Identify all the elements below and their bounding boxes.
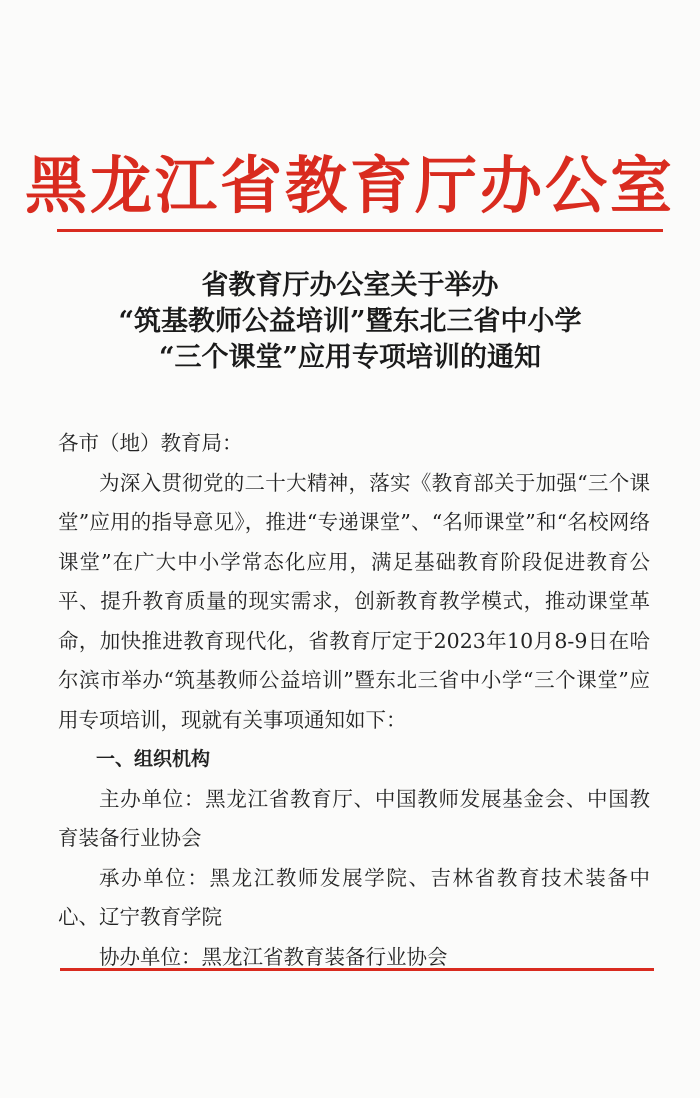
document-title bbox=[0, 268, 700, 376]
header-red-rule bbox=[57, 229, 663, 232]
organizer-paragraph: 承办单位：黑龙江教师发展学院、吉林省教育技术装备中心、辽宁教育学院 bbox=[58, 865, 650, 929]
sponsor-paragraph: 主办单位：黑龙江省教育厅、中国教师发展基金会、中国教育装备行业协会 bbox=[58, 786, 650, 850]
intro-paragraph: 为深入贯彻党的二十大精神，落实《教育部关于加强“三个课堂”应用的指导意见》，推进“专递课堂”、“名师课堂”和“名校网络课堂”在广大中小学常态化应用，满足基础教育阶段促进教育公平、提升教育质量的现实需求，创新教育教学模式，推动课堂革命，加快推进教育现代化，省教育厅定于2023年10月8-9日在哈尔滨市举办“筑基教师公益培训”暨东北三省中小学“三个课堂”应用专项培训，现就有关事项通知如下： bbox=[58, 470, 650, 732]
title-line-1: 省教育厅办公室关于举办 bbox=[201, 270, 499, 301]
footer-red-rule bbox=[60, 968, 654, 971]
document-body bbox=[58, 424, 650, 977]
salutation: 各市（地）教育局： bbox=[58, 431, 243, 455]
co-organizer-paragraph: 协办单位：黑龙江省教育装备行业协会 bbox=[99, 944, 448, 969]
title-line-3: “三个课堂”应用专项培训的通知 bbox=[158, 342, 542, 373]
issuer-header: 黑龙江省教育厅办公室 bbox=[24, 149, 675, 222]
title-line-2: “筑基教师公益培训”暨东北三省中小学 bbox=[118, 306, 582, 337]
section-heading: 一、组织机构 bbox=[96, 748, 211, 770]
